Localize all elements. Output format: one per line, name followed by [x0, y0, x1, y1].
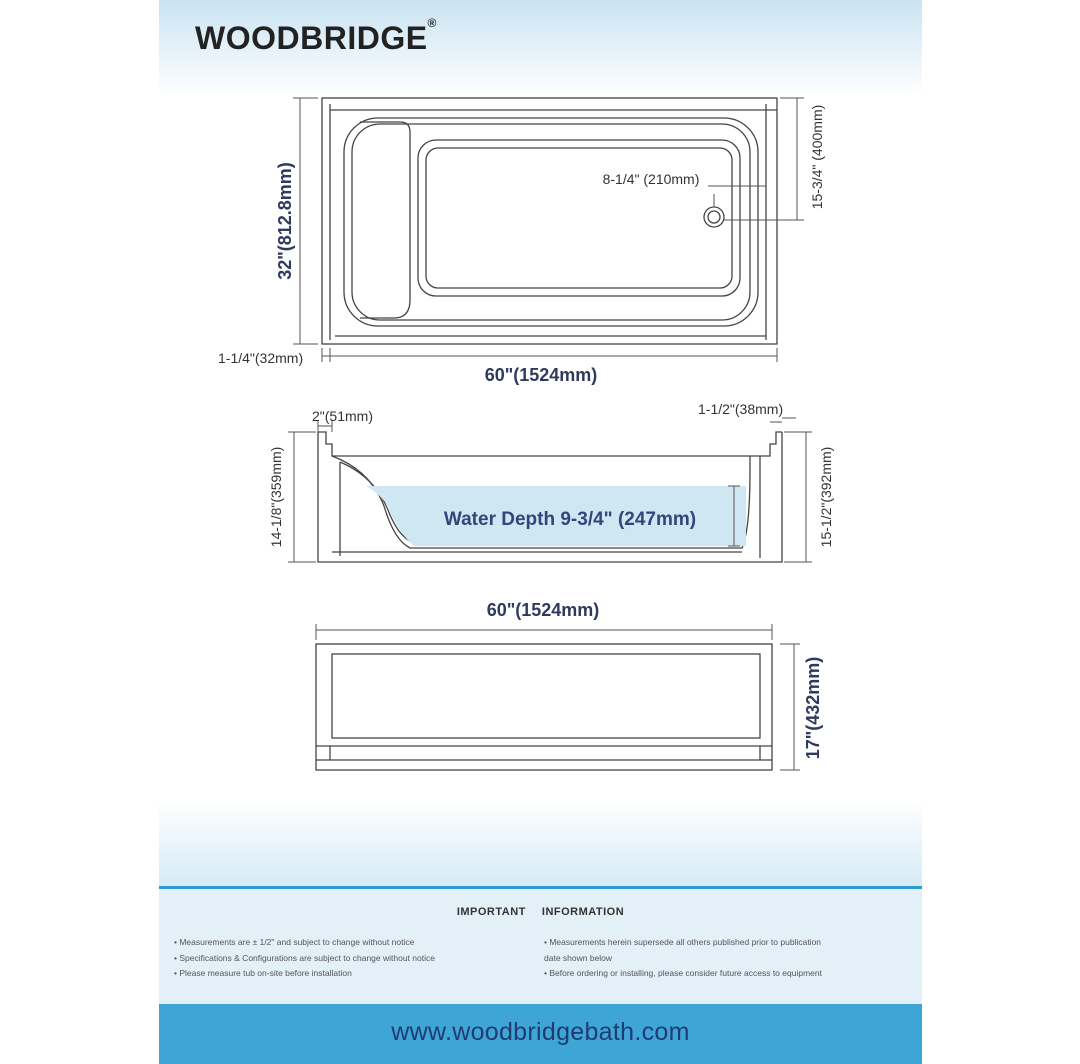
- footer-bar: [159, 1004, 922, 1064]
- note-item: • Please measure tub on-site before installation: [174, 968, 352, 978]
- note-item: • Measurements are ± 1/2" and subject to change without notice: [174, 937, 415, 947]
- side-right-height-label: 15-1/2"(392mm): [818, 446, 834, 548]
- info-title: IMPORTANT INFORMATION: [456, 906, 625, 918]
- website-link[interactable]: www.woodbridgebath.com: [391, 1018, 690, 1046]
- note-item: date shown below: [544, 952, 613, 963]
- note-item: • Measurements herein supersede all others published prior to publication: [544, 937, 822, 947]
- side-right-rim-label: 1-1/2"(38mm): [698, 401, 784, 417]
- top-right-height-label: 15-3/4" (400mm): [809, 104, 825, 210]
- top-height-label: 32"(812.8mm): [275, 162, 295, 280]
- side-left-height-label: 14-1/8"(359mm): [268, 446, 284, 548]
- front-height-label: 17"(432mm): [803, 656, 823, 760]
- front-length-label: 60"(1524mm): [486, 600, 600, 620]
- rim-label: 1-1/4"(32mm): [218, 350, 304, 366]
- brand-logo: WOODBRIDGE®: [195, 16, 437, 56]
- front-view-outline: [316, 644, 772, 770]
- water-depth-label: Water Depth 9-3/4" (247mm): [443, 509, 697, 530]
- drain-offset-label: 8-1/4" (210mm): [602, 171, 700, 187]
- info-right-notes: [544, 935, 919, 982]
- note-item: • Specifications & Configurations are subject to change without notice: [174, 952, 435, 963]
- top-length-label: 60"(1524mm): [484, 365, 598, 385]
- important-information-panel: [159, 886, 922, 1007]
- drain-icon: [704, 207, 724, 227]
- info-left-notes: [174, 935, 534, 982]
- note-item: • Before ordering or installing, please consider future access to equipment: [544, 968, 822, 978]
- side-rim-width-label: 2"(51mm): [312, 408, 373, 424]
